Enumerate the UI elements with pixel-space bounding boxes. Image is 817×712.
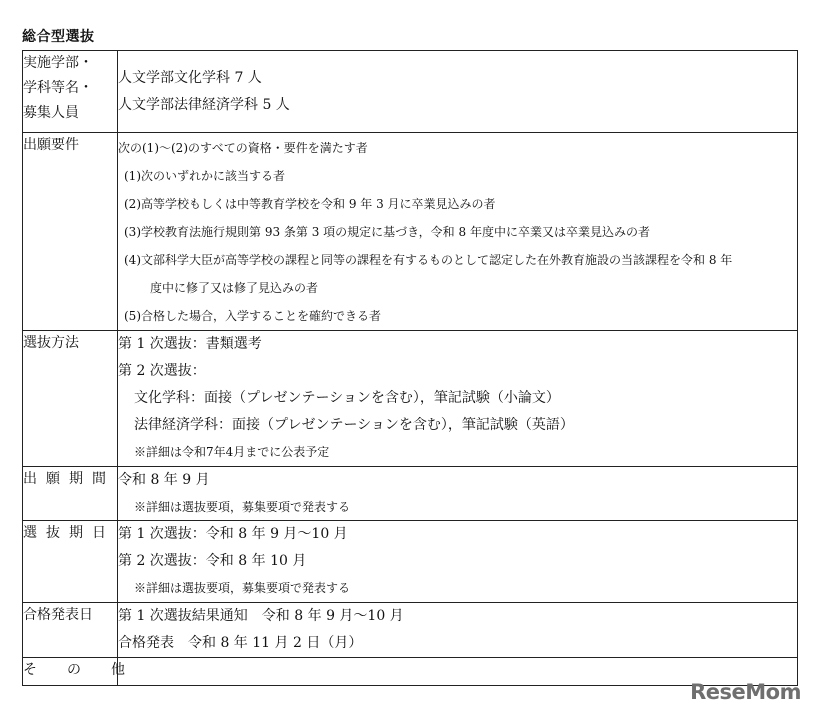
content-requirements [118,133,798,331]
dates-note: ※詳細は選抜要項，募集要項で発表する [134,581,351,595]
row-requirements [23,133,798,331]
method-line: 第 2 次選抜： [118,363,206,379]
requirement-line: (1)次のいずれかに該当する者 [124,169,285,183]
period-line: 令和 8 年 9 月 [118,472,210,488]
label-recruitment [23,51,118,133]
label-announcement [23,603,118,658]
row-recruitment [23,51,798,133]
label-text: その他 [23,662,155,678]
dates-line: 第 2 次選抜：令和 8 年 10 月 [118,553,307,569]
row-period [23,467,798,521]
requirement-line: (4)文部科学大臣が高等学校の課程と同等の課程を有するものとして認定した在外教育施設の当該課程を令和 8 年 [124,253,733,267]
dates-line: 第 1 次選抜：令和 8 年 9 月～10 月 [118,526,348,542]
content-method [118,331,798,467]
label-method [23,331,118,467]
content-period [118,467,798,521]
row-method [23,331,798,467]
content-announcement [118,603,798,658]
label-text: 選抜方法 [23,335,79,351]
row-other [23,658,798,686]
recruit-line: 人文学部文化学科 7 人 [118,70,262,86]
label-line: 募集人員 [23,105,79,121]
section-title: 総合型選抜 [22,29,95,45]
row-dates [23,521,798,603]
content-recruitment [118,51,798,133]
method-line: 文化学科：面接（プレゼンテーションを含む），筆記試験（小論文） [134,390,560,406]
requirement-line: (2)高等学校もしくは中等教育学校を令和 9 年 3 月に卒業見込みの者 [124,197,496,211]
requirement-line: 度中に修了又は修了見込みの者 [150,281,319,295]
announce-line: 合格発表 令和 8 年 11 月 2 日（月） [118,635,363,651]
label-text: 合格発表日 [23,607,93,623]
requirement-line: 次の(1)～(2)のすべての資格・要件を満たす者 [118,141,368,155]
method-line: 第 1 次選抜：書類選考 [118,336,262,352]
period-note: ※詳細は選抜要項，募集要項で発表する [134,500,351,514]
method-note: ※詳細は令和7年4月までに公表予定 [134,445,330,459]
admission-table [22,50,798,686]
row-announcement [23,603,798,658]
announce-line: 第 1 次選抜結果通知 令和 8 年 9 月～10 月 [118,608,404,624]
content-dates [118,521,798,603]
requirement-line: (3)学校教育法施行規則第 93 条第 3 項の規定に基づき，令和 8 年度中に卒業又は卒業見込みの者 [124,225,650,239]
label-other [23,658,155,686]
resemom-logo: ReseMom [690,680,801,704]
label-text: 出願期間 [23,471,115,487]
label-line: 学科等名・ [23,80,93,96]
label-text: 選抜期日 [23,525,115,541]
label-period [23,467,118,521]
label-text: 出願要件 [23,137,79,153]
method-line: 法律経済学科：面接（プレゼンテーションを含む），筆記試験（英語） [134,417,574,433]
label-dates [23,521,118,603]
label-requirements [23,133,118,331]
label-line: 実施学部・ [23,55,93,71]
requirement-line: (5)合格した場合，入学することを確約できる者 [124,309,381,323]
recruit-line: 人文学部法律経済学科 5 人 [118,97,290,113]
